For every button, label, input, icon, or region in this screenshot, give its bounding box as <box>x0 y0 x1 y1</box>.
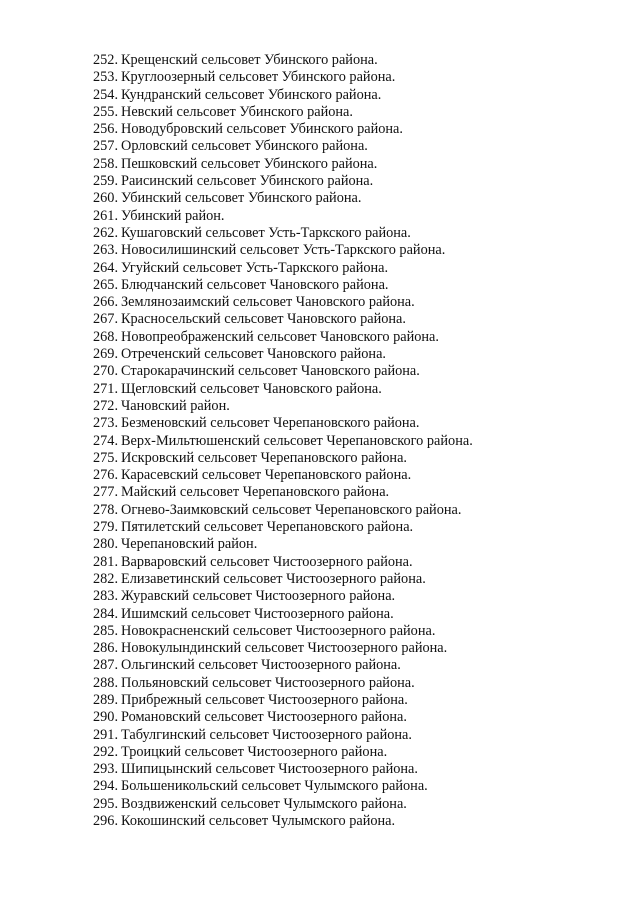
item-text: Круглоозерный сельсовет Убинского района. <box>121 69 396 86</box>
item-number: 286. <box>93 640 119 657</box>
item-number: 288. <box>93 674 119 691</box>
list-item <box>93 571 473 588</box>
item-number: 291. <box>93 726 119 743</box>
item-text: Раисинский сельсовет Убинского района. <box>121 173 374 190</box>
list-item <box>93 761 473 778</box>
item-number: 272. <box>93 397 119 414</box>
item-text: Безменовский сельсовет Черепановского района. <box>121 415 420 432</box>
item-text: Кушаговский сельсовет Усть-Таркского района. <box>121 224 411 241</box>
list-item <box>93 657 473 674</box>
item-text: Кундранский сельсовет Убинского района. <box>121 86 382 103</box>
item-text: Пятилетский сельсовет Черепановского района. <box>121 519 414 536</box>
item-number: 281. <box>93 553 119 570</box>
item-number: 274. <box>93 432 119 449</box>
list-item <box>93 692 473 709</box>
item-number: 263. <box>93 242 119 259</box>
item-text: Польяновский сельсовет Чистоозерного района. <box>121 674 415 691</box>
list-item <box>93 329 473 346</box>
item-text: Огнево-Заимковский сельсовет Черепановского района. <box>121 501 462 518</box>
item-number: 254. <box>93 86 119 103</box>
item-number: 283. <box>93 588 119 605</box>
numbered-list <box>93 52 473 830</box>
item-number: 295. <box>93 795 119 812</box>
item-text: Новодубровский сельсовет Убинского района. <box>121 121 403 138</box>
item-number: 296. <box>93 813 119 830</box>
item-number: 267. <box>93 311 119 328</box>
item-text: Убинский сельсовет Убинского района. <box>121 190 362 207</box>
item-text: Блюдчанский сельсовет Чановского района. <box>121 276 389 293</box>
list-item <box>93 260 473 277</box>
item-number: 266. <box>93 294 119 311</box>
list-item <box>93 415 473 432</box>
item-text: Убинский район. <box>121 207 225 224</box>
item-number: 279. <box>93 519 119 536</box>
item-number: 289. <box>93 691 119 708</box>
item-text: Невский сельсовет Убинского района. <box>121 103 353 120</box>
item-text: Кокошинский сельсовет Чулымского района. <box>121 813 396 830</box>
list-item <box>93 311 473 328</box>
list-item <box>93 173 473 190</box>
list-item <box>93 346 473 363</box>
list-item <box>93 208 473 225</box>
list-item <box>93 554 473 571</box>
list-item <box>93 606 473 623</box>
item-number: 252. <box>93 52 119 68</box>
item-text: Новокрасненский сельсовет Чистоозерного района. <box>121 622 436 639</box>
item-number: 285. <box>93 622 119 639</box>
item-text: Елизаветинский сельсовет Чистоозерного района. <box>121 570 426 587</box>
item-text: Пешковский сельсовет Убинского района. <box>121 155 378 172</box>
item-number: 255. <box>93 103 119 120</box>
item-text: Отреченский сельсовет Чановского района. <box>121 346 387 363</box>
item-text: Землянозаимский сельсовет Чановского района. <box>121 294 415 311</box>
item-text: Романовский сельсовет Чистоозерного района. <box>121 709 407 726</box>
list-item <box>93 519 473 536</box>
item-number: 294. <box>93 778 119 795</box>
list-item <box>93 87 473 104</box>
list-item <box>93 381 473 398</box>
item-number: 259. <box>93 173 119 190</box>
item-text: Ишимский сельсовет Чистоозерного района. <box>121 605 394 622</box>
list-item <box>93 796 473 813</box>
list-item <box>93 121 473 138</box>
item-text: Чановский район. <box>121 397 230 414</box>
list-item <box>93 467 473 484</box>
item-text: Искровский сельсовет Черепановского района. <box>121 449 408 466</box>
item-text: Большеникольский сельсовет Чулымского района. <box>121 778 428 795</box>
item-text: Верх-Мильтюшенский сельсовет Черепановского района. <box>121 432 473 449</box>
list-item <box>93 225 473 242</box>
list-item <box>93 156 473 173</box>
item-number: 261. <box>93 207 119 224</box>
item-text: Майский сельсовет Черепановского района. <box>121 484 390 501</box>
item-text: Угуйский сельсовет Усть-Таркского района. <box>121 259 389 276</box>
item-text: Журавский сельсовет Чистоозерного района. <box>121 588 396 605</box>
item-number: 284. <box>93 605 119 622</box>
list-item <box>93 744 473 761</box>
item-text: Крещенский сельсовет Убинского района. <box>121 52 378 68</box>
item-number: 262. <box>93 224 119 241</box>
item-number: 277. <box>93 484 119 501</box>
list-item <box>93 69 473 86</box>
list-item <box>93 727 473 744</box>
item-text: Старокарачинский сельсовет Чановского района. <box>121 363 420 380</box>
list-item <box>93 190 473 207</box>
item-number: 273. <box>93 415 119 432</box>
item-number: 280. <box>93 536 119 553</box>
item-number: 253. <box>93 69 119 86</box>
item-text: Новопреображенский сельсовет Чановского района. <box>121 328 439 345</box>
item-text: Красносельский сельсовет Чановского района. <box>121 311 406 328</box>
item-number: 287. <box>93 657 119 674</box>
list-item <box>93 640 473 657</box>
item-text: Табулгинский сельсовет Чистоозерного района. <box>121 726 412 743</box>
list-item <box>93 433 473 450</box>
item-number: 276. <box>93 467 119 484</box>
item-number: 264. <box>93 259 119 276</box>
item-text: Новокулындинский сельсовет Чистоозерного района. <box>121 640 448 657</box>
item-text: Щегловский сельсовет Чановского района. <box>121 380 382 397</box>
list-item <box>93 52 473 69</box>
list-item <box>93 675 473 692</box>
list-item <box>93 242 473 259</box>
item-text: Орловский сельсовет Убинского района. <box>121 138 368 155</box>
item-text: Варваровский сельсовет Чистоозерного района. <box>121 553 413 570</box>
list-item <box>93 363 473 380</box>
list-item <box>93 277 473 294</box>
list-item <box>93 536 473 553</box>
item-text: Новосилишинский сельсовет Усть-Таркского района. <box>121 242 446 259</box>
list-item <box>93 709 473 726</box>
item-number: 258. <box>93 155 119 172</box>
list-item <box>93 104 473 121</box>
list-item <box>93 450 473 467</box>
item-number: 270. <box>93 363 119 380</box>
item-number: 290. <box>93 709 119 726</box>
item-number: 271. <box>93 380 119 397</box>
item-text: Ольгинский сельсовет Чистоозерного района. <box>121 657 401 674</box>
item-text: Черепановский район. <box>121 536 258 553</box>
item-number: 256. <box>93 121 119 138</box>
item-number: 257. <box>93 138 119 155</box>
item-text: Прибрежный сельсовет Чистоозерного района. <box>121 691 408 708</box>
item-number: 282. <box>93 570 119 587</box>
item-text: Троицкий сельсовет Чистоозерного района. <box>121 743 388 760</box>
item-number: 265. <box>93 276 119 293</box>
list-item <box>93 813 473 830</box>
list-item <box>93 502 473 519</box>
item-number: 275. <box>93 449 119 466</box>
list-item <box>93 138 473 155</box>
item-number: 278. <box>93 501 119 518</box>
item-number: 260. <box>93 190 119 207</box>
list-item <box>93 294 473 311</box>
list-item <box>93 398 473 415</box>
list-item <box>93 588 473 605</box>
item-number: 293. <box>93 761 119 778</box>
item-number: 292. <box>93 743 119 760</box>
list-item <box>93 778 473 795</box>
item-number: 268. <box>93 328 119 345</box>
list-item <box>93 484 473 501</box>
list-item <box>93 623 473 640</box>
item-text: Карасевский сельсовет Черепановского района. <box>121 467 412 484</box>
item-number: 269. <box>93 346 119 363</box>
item-text: Воздвиженский сельсовет Чулымского района. <box>121 795 407 812</box>
item-text: Шипицынский сельсовет Чистоозерного района. <box>121 761 418 778</box>
